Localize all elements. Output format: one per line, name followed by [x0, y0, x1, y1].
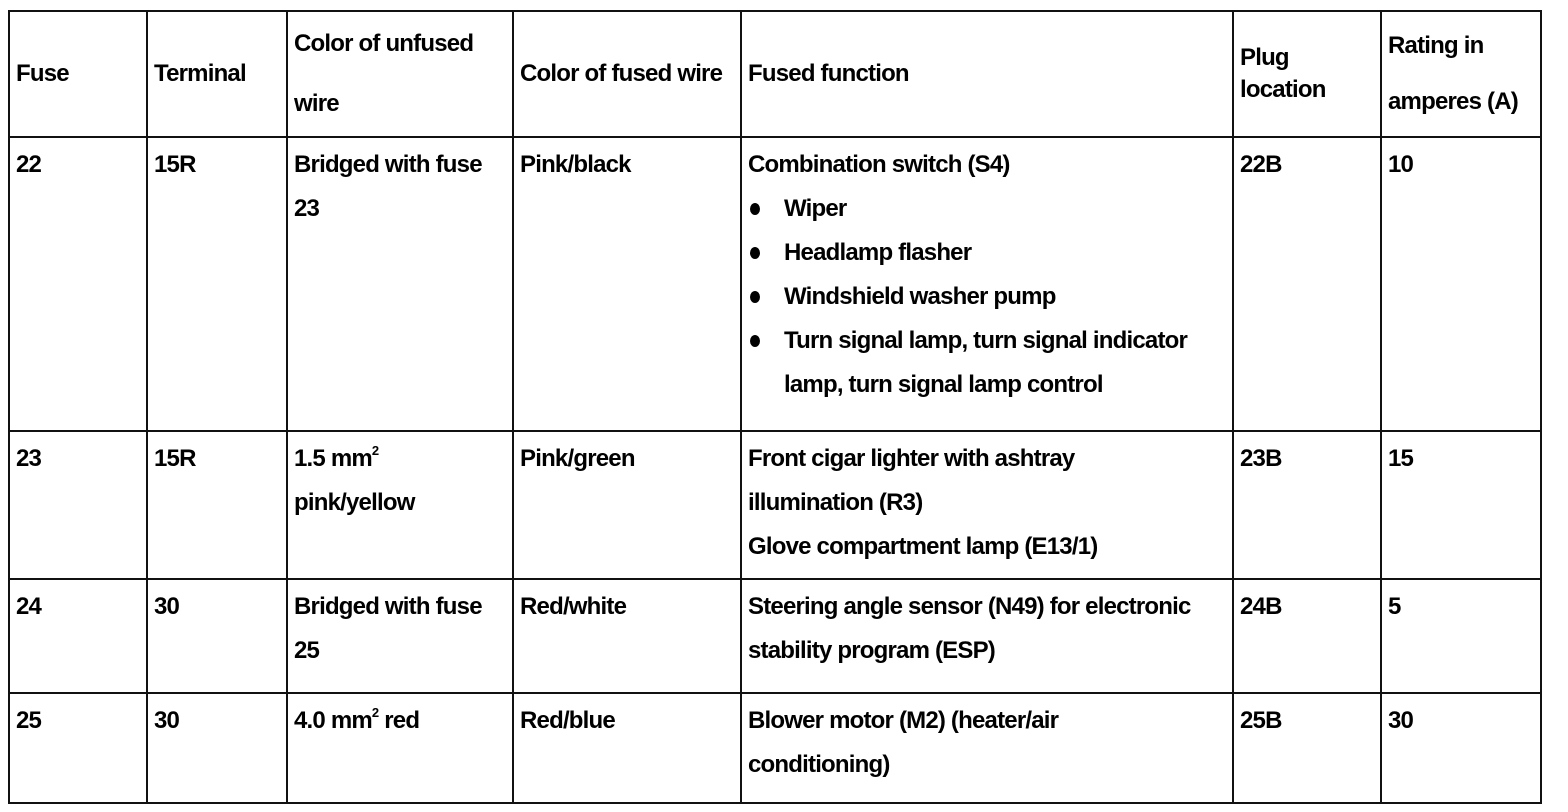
- cell-line: Bridged with fuse: [294, 593, 482, 620]
- unfused-color-text: red: [378, 707, 420, 734]
- cell-line: 25: [294, 637, 320, 664]
- header-fused-color: Color of fused wire: [513, 11, 741, 137]
- table-row: [9, 579, 1541, 693]
- table-row: [9, 137, 1541, 431]
- cell-line: Headlamp flasher: [784, 239, 972, 266]
- unfused-size-text: 1.5 mm: [294, 445, 372, 472]
- cell-unfused-color: [287, 431, 513, 579]
- cell-line: Windshield washer pump: [784, 283, 1056, 310]
- function-bullet-item: [748, 275, 1226, 319]
- cell-plug-location: 23B: [1233, 431, 1381, 579]
- bullet-icon: [750, 335, 760, 347]
- cell-terminal: 15R: [147, 431, 287, 579]
- header-unfused-color-line1: Color of unfused: [294, 30, 474, 57]
- cell-fused-function: [741, 693, 1233, 803]
- cell-rating: 10: [1381, 137, 1541, 431]
- table-row: [9, 431, 1541, 579]
- bullet-icon: [750, 247, 760, 259]
- cell-fuse: 23: [9, 431, 147, 579]
- cell-rating: 5: [1381, 579, 1541, 693]
- cell-terminal: 30: [147, 693, 287, 803]
- superscript: 2: [371, 705, 379, 720]
- unfused-size-text: 4.0 mm: [294, 707, 372, 734]
- cell-fuse: 24: [9, 579, 147, 693]
- header-fuse: Fuse: [9, 11, 147, 137]
- cell-line: Wiper: [784, 195, 847, 222]
- function-bullet-item: [748, 231, 1226, 275]
- function-bullet-list: [748, 187, 1226, 407]
- cell-line: [294, 699, 506, 743]
- cell-line: conditioning): [748, 751, 890, 778]
- cell-line: stability program (ESP): [748, 637, 995, 664]
- cell-fused-function: [741, 137, 1233, 431]
- cell-line: Combination switch (S4): [748, 151, 1010, 178]
- function-bullet-item: [748, 319, 1226, 407]
- header-row: [9, 11, 1541, 137]
- cell-rating: 30: [1381, 693, 1541, 803]
- cell-fused-color: Pink/black: [513, 137, 741, 431]
- bullet-icon: [750, 203, 760, 215]
- header-rating-line1: Rating in: [1388, 32, 1484, 59]
- cell-line: [294, 437, 506, 481]
- cell-fuse: 25: [9, 693, 147, 803]
- table-row: [9, 693, 1541, 803]
- cell-plug-location: 22B: [1233, 137, 1381, 431]
- cell-line: illumination (R3): [748, 489, 923, 516]
- cell-unfused-color: [287, 579, 513, 693]
- header-plug-location: Plug location: [1233, 11, 1381, 137]
- cell-plug-location: 24B: [1233, 579, 1381, 693]
- cell-unfused-color: [287, 693, 513, 803]
- cell-line: Front cigar lighter with ashtray: [748, 445, 1075, 472]
- cell-fused-function: [741, 579, 1233, 693]
- cell-fuse: 22: [9, 137, 147, 431]
- function-bullet-item: [748, 187, 1226, 231]
- cell-line: Bridged with fuse: [294, 151, 482, 178]
- cell-fused-function: [741, 431, 1233, 579]
- cell-line: Steering angle sensor (N49) for electronic: [748, 593, 1191, 620]
- cell-line: Glove compartment lamp (E13/1): [748, 533, 1098, 560]
- cell-plug-location: 25B: [1233, 693, 1381, 803]
- cell-line: pink/yellow: [294, 489, 415, 516]
- cell-line: lamp, turn signal lamp control: [784, 371, 1103, 398]
- cell-terminal: 30: [147, 579, 287, 693]
- header-rating-line2: amperes (A): [1388, 88, 1518, 115]
- cell-unfused-color: [287, 137, 513, 431]
- cell-terminal: 15R: [147, 137, 287, 431]
- header-unfused-color: [287, 11, 513, 137]
- cell-fused-color: Pink/green: [513, 431, 741, 579]
- cell-fused-color: Red/white: [513, 579, 741, 693]
- header-terminal: Terminal: [147, 11, 287, 137]
- header-unfused-color-line2: wire: [294, 90, 339, 117]
- superscript: 2: [371, 443, 379, 458]
- fuse-table: [8, 10, 1542, 804]
- cell-fused-color: Red/blue: [513, 693, 741, 803]
- cell-line: Blower motor (M2) (heater/air: [748, 707, 1059, 734]
- cell-rating: 15: [1381, 431, 1541, 579]
- cell-line: 23: [294, 195, 320, 222]
- bullet-icon: [750, 291, 760, 303]
- cell-line: Turn signal lamp, turn signal indicator: [784, 327, 1188, 354]
- header-rating: [1381, 11, 1541, 137]
- header-fused-function: Fused function: [741, 11, 1233, 137]
